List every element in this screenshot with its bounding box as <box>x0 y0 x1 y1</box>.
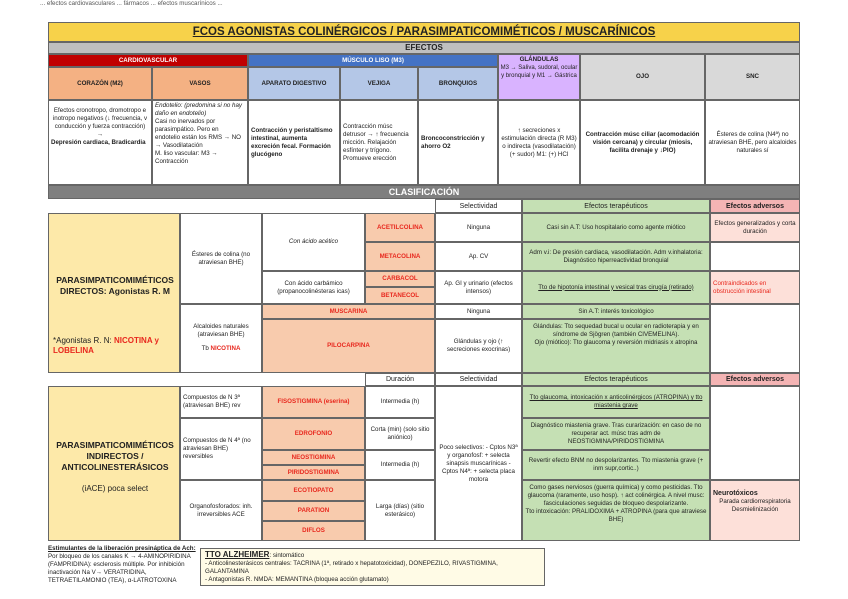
nicotinic-note: *Agonistas R. N: NICOTINA y LOBELINA <box>53 336 159 355</box>
drug-metacolina: METACOLINA <box>365 242 435 271</box>
direct-group-title: PARASIMPATICOMIMÉTICOS DIRECTOS: Agonistas R. M <box>56 275 174 296</box>
effects-header: EFECTOS <box>48 42 800 54</box>
eff-metacolina: Adm v.i: De presión cardiaca, vasodilatación. Adm v.inhalatoria: Diagnóstico hiperreactividad bronquial <box>522 242 710 271</box>
heart-header: CORAZÓN (M2) <box>48 67 152 100</box>
sel-metacolina: Ap. CV <box>435 242 522 271</box>
indirect-selectivity: Poco selectivos: - Cptos N3ª y organofosf: + selecta sinapsis muscarínicas - Cptos N4ª: + selecta placa motora <box>435 386 522 541</box>
drug-piridostigmina: PIRIDOSTIGMINA <box>262 465 365 480</box>
dur-neostigmina: Intermedia (h) <box>365 450 435 480</box>
sel-carbamic: Ap. GI y urinario (efectos intensos) <box>435 271 522 304</box>
esters-label: Ésteres de colina (no atraviesan BHE) <box>180 213 262 304</box>
drug-acetilcolina: ACETILCOLINA <box>365 213 435 242</box>
direct-group <box>48 213 180 373</box>
eff-acetilcolina: Casi sin A.T: Uso hospitalario como agente miótico <box>522 213 710 242</box>
vessels-effects: Endotelio: (predomina si no hay daño en endotelio) Casi no inervados por parasimpático. Pero en endotelio están los RMS → NO → Vasodilatación M. liso vascular: M3 → Contracción <box>152 100 248 185</box>
dur-organophosphates: Larga (días) (sitio esterásico) <box>365 480 435 541</box>
eff-neostigmina: Revertir efecto BNM no despolarizantes. Tto miastenia grave (+ inm supr,cortic..) <box>522 450 710 480</box>
n3-label: Compuestos de N 3ª (atraviesan BHE) rev <box>180 386 262 418</box>
carbamic-label: Con ácido carbámico (propanocolinésteras icas) <box>262 271 365 304</box>
page-title: FCOS AGONISTAS COLINÉRGICOS / PARASIMPATICOMIMÉTICOS / MUSCARÍNICOS <box>48 22 800 42</box>
bronchi-header: BRONQUIOS <box>418 67 498 100</box>
indirect-selectivity-header: Selectividad <box>435 373 522 386</box>
digestive-header: APARATO DIGESTIVO <box>248 67 340 100</box>
indirect-adverse-header: Efectos adversos <box>710 373 800 386</box>
snc-header: SNC <box>705 54 800 100</box>
bladder-header: VEJIGA <box>340 67 418 100</box>
bronchi-effects: Broncoconstricción y ahorro O2 <box>418 100 498 185</box>
acetic-label: Con ácido acético <box>262 213 365 271</box>
adv-carbamic: Contraindicados en obstrucción intestinal <box>710 271 800 304</box>
drug-muscarina: MUSCARINA <box>262 304 435 319</box>
organophosphates-label: Organofosforados: inh. irreversibles ACE <box>180 480 262 541</box>
heart-effects: Efectos cronotropo, dromotropo e inotropo negativos (↓ frecuencia, v conducción y fuerza contracción) → Depresión cardiaca, Bradicardia <box>48 100 152 185</box>
vessels-header: VASOS <box>152 67 248 100</box>
digestive-effects: Contracción y peristaltismo intestinal, aumenta excreción fecal. Formación glucógeno <box>248 100 340 185</box>
n4-label: Compuestos de N 4ª (no atraviesan BHE) reversibles <box>180 418 262 480</box>
drug-betanecol: BETANECOL <box>365 287 435 304</box>
adv-empty-3 <box>710 386 800 480</box>
smooth-muscle-header: MÚSCULO LISO (M3) <box>248 54 498 67</box>
dur-edrofonio: Corta (min) (solo sitio aniónico) <box>365 418 435 450</box>
eff-edrofonio: Diagnóstico miastenia grave. Tras curarización: en caso de no recuperar act. músc tras adm de NEOSTIGMINA/PIRIDOSTIGMINA <box>522 418 710 450</box>
sel-pilocarpina: Glándulas y ojo (↑ secreciones exocrinas) <box>435 319 522 373</box>
indirect-group <box>48 386 180 541</box>
sel-muscarina: Ninguna <box>435 304 522 319</box>
drug-paration: PARATION <box>262 501 365 521</box>
cardio-header: CARDIOVASCULAR <box>48 54 248 67</box>
eye-effects: Contracción músc ciliar (acomodación visión cercana) y circular (miosis, facilita drenaje y ↓PIO) <box>580 100 705 185</box>
eff-carbamic: Tto de hipotonía intestinal y vesical tras cirugía (retirado) <box>522 271 710 304</box>
classification-header: CLASIFICACIÓN <box>48 185 800 199</box>
eye-header: OJO <box>580 54 705 100</box>
adv-organophosphates: Neurotóxicos Parada cardiorrespiratoria Desmielinización <box>710 480 800 541</box>
sel-acetilcolina: Ninguna <box>435 213 522 242</box>
indirect-group-sub: (iACE) poca select <box>81 483 149 493</box>
glands-effects: ↑ secreciones x estimulación directa (R M3) o indirecta (vasodilatación) (+ sudor) M1: (+) HCl <box>498 100 580 185</box>
adv-empty-1 <box>710 242 800 271</box>
snc-effects: Ésteres de colina (N4ª) no atraviesan BHE, pero alcaloides naturales sí <box>705 100 800 185</box>
indirect-effects-header: Efectos terapéuticos <box>522 373 710 386</box>
alzheimer-box: TTO ALZHEIMER: sintomático - Anticolinesterásicos centrales: TACRINA (1ª, retirado x hepatotoxicidad), DONEPEZILO, RIVASTIGMINA, GALANTAMINA - Antagonistas R. NMDA: MEMANTINA (bloquea acción glutamato) <box>200 548 545 586</box>
drug-diflos: DIFLOS <box>262 521 365 541</box>
adv-empty-2 <box>710 304 800 373</box>
dur-fisostigmina: Intermedia (h) <box>365 386 435 418</box>
drug-edrofonio: EDROFONIO <box>262 418 365 450</box>
alkaloids-label: Alcaloides naturales (atraviesan BHE) Tb NICOTINA <box>180 304 262 373</box>
indirect-duration-header: Duración <box>365 373 435 386</box>
eff-fisostigmina: Tto glaucoma, intoxicación x anticolinérgicos (ATROPINA) y tto miastenia grave <box>522 386 710 418</box>
drug-neostigmina: NEOSTIGMINA <box>262 450 365 465</box>
drug-pilocarpina: PILOCARPINA <box>262 319 435 373</box>
drug-carbacol: CARBACOL <box>365 271 435 287</box>
top-cut-text: ... efectos cardiovasculares ... fármacos ... efectos muscarínicos ... <box>40 0 223 7</box>
indirect-group-title: PARASIMPATICOMIMÉTICOS INDIRECTOS / ANTICOLINESTERÁSICOS <box>56 439 174 472</box>
eff-organophosphates: Como gases nerviosos (guerra química) y como pesticidas. Tto glaucoma (raramente, uso hosp). ↑ act colinérgica. A nivel musc: fasciculaciones seguidas de bloqueo despolarizante. Tto intoxicación: PRALIDOXIMA + ATROPINA (para que atraviese BHE) <box>522 480 710 541</box>
eff-muscarina: Sin A.T: interés toxicológico <box>522 304 710 319</box>
adv-acetilcolina: Efectos generalizados y corta duración <box>710 213 800 242</box>
bladder-effects: Contracción músc detrusor → ↑ frecuencia micción. Relajación esfínter y trígono. Promueve erección <box>340 100 418 185</box>
direct-effects-header: Efectos terapéuticos <box>522 199 710 213</box>
presynaptic-note: Estimulantes de la liberación presináptica de Ach: Por bloqueo de los canales K → 4-AMINOPIRIDINA (FAMPRIDINA): esclerosis múltiple. Por inhibición inactivación Na V→ VERATRIDINA, TETRAETILAMONIO (TEA), α-LATROTOXINA <box>48 545 196 584</box>
eff-pilocarpina: Glándulas: Tto sequedad bucal u ocular en radioterapia y en síndrome de Sjögren (también CIVEMELINA). Ojo (miótico): Tto glaucoma y reversión midriasis x atropina <box>522 319 710 373</box>
direct-selectivity-header: Selectividad <box>435 199 522 213</box>
drug-fisostigmina: FISOSTIGMINA (eserina) <box>262 386 365 418</box>
direct-adverse-header: Efectos adversos <box>710 199 800 213</box>
glands-header: GLÁNDULAS M3 → Saliva, sudoral, ocular y bronquial y M1 → Gástrica <box>498 54 580 100</box>
drug-ecotiopato: ECOTIOPATO <box>262 480 365 501</box>
